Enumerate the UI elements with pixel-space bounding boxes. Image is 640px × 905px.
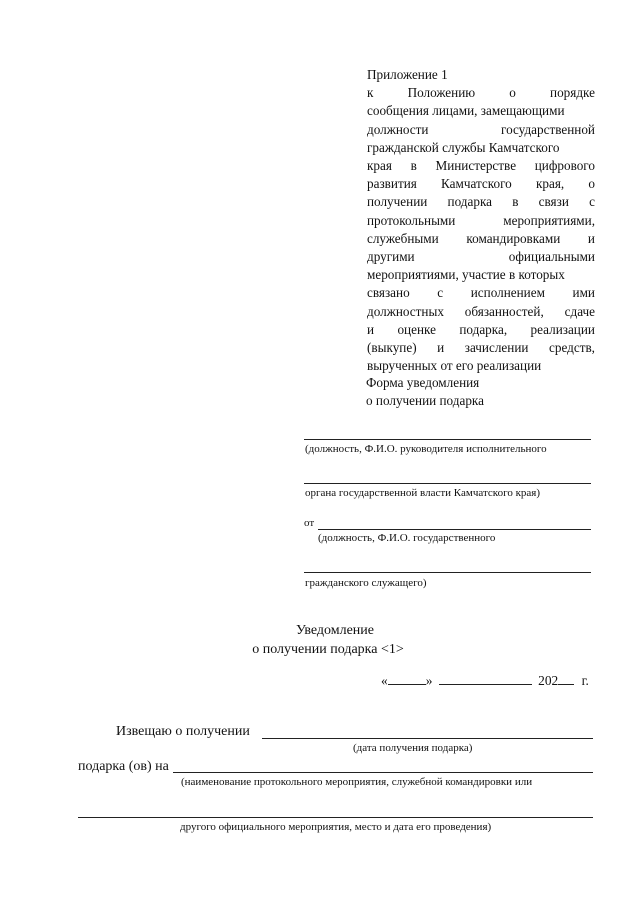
month-blank[interactable] [439,672,532,685]
appendix-line [367,339,595,357]
gift-label: подарка (ов) на [78,759,169,774]
sender-caption-2: гражданского служащего) [305,577,427,589]
appendix-word: Камчатского [441,176,512,192]
from-label: от [304,517,315,529]
event-caption-2: другого официального мероприятия, место и дата его проведения) [180,821,492,833]
appendix-word: и [587,230,595,246]
appendix-word: цифрового [534,158,595,174]
date-open-quote: « [381,673,388,688]
appendix-line [367,121,595,139]
appendix-word: с [437,285,444,301]
notice-title [0,621,640,659]
appendix-word: подарка, [459,321,508,337]
appendix-word: порядке [550,85,595,101]
event-field-2[interactable] [78,817,593,818]
notice-subtitle: о получении подарка <1> [252,642,404,657]
appendix-word: зачислении [464,340,529,356]
sender-caption-1: (должность, Ф.И.О. государственного [318,532,496,544]
appendix-word: исполнением [470,285,545,301]
form-title-line1: Форма уведомления [366,375,480,390]
appendix-word: связано [367,285,410,301]
receipt-date-field[interactable] [262,738,593,739]
inform-label: Извещаю о получении [116,724,250,739]
appendix-word: (выкупе) [367,340,417,356]
appendix-word: получении [367,194,428,210]
appendix-line: сообщения лицами, замещающими [367,103,565,119]
appendix-block [367,66,595,375]
appendix-word: связи [538,194,569,210]
appendix-word: оценке [397,321,436,337]
appendix-word: ими [572,285,595,301]
appendix-line: мероприятиями, участие в которых [367,267,565,283]
receipt-date-caption: (дата получения подарка) [353,742,473,754]
appendix-line [367,175,595,193]
appendix-word: о [509,85,516,101]
appendix-word: с [589,194,595,210]
appendix-word: Министерстве [435,158,517,174]
year-suffix: г. [581,673,589,688]
appendix-word: командировками [466,230,561,246]
sender-line-1[interactable] [318,529,591,530]
event-caption-1: (наименование протокольного мероприятия, служебной командировки или [181,776,533,788]
appendix-word: другими [367,249,415,265]
appendix-word: средств, [549,340,595,356]
appendix-word: официальными [508,249,595,265]
date-line [381,672,589,689]
addressee-caption-1: (должность, Ф.И.О. руководителя исполнительного [305,443,547,455]
appendix-line [367,248,595,266]
appendix-word: должностных [367,303,444,319]
appendix-line [367,321,595,339]
appendix-word: реализации [530,321,595,337]
addressee-line-1[interactable] [304,439,591,440]
appendix-line: вырученных от его реализации [367,358,542,374]
form-title-line2: о получении подарка [366,393,484,408]
appendix-line [367,193,595,211]
appendix-word: и [367,321,375,337]
appendix-word: протокольными [367,212,456,228]
appendix-word: подарка [447,194,493,210]
addressee-caption-2: органа государственной власти Камчатского края) [305,487,541,499]
appendix-line [367,84,595,102]
appendix-line: Приложение 1 [367,67,448,82]
appendix-line [367,230,595,248]
day-blank[interactable] [388,672,426,685]
appendix-line [367,284,595,302]
appendix-word: о [588,176,595,192]
appendix-line: гражданской службы Камчатского [367,139,560,155]
appendix-word: и [437,340,445,356]
appendix-line [367,212,595,230]
year-prefix: 202 [538,673,559,688]
appendix-word: государственной [501,121,595,137]
appendix-word: в [512,194,519,210]
appendix-word: служебными [367,230,439,246]
form-title [366,374,484,410]
year-blank[interactable] [558,672,574,685]
sender-line-2[interactable] [304,572,591,573]
appendix-word: Положению [407,85,476,101]
event-field[interactable] [173,772,593,773]
appendix-word: мероприятиями, [503,212,595,228]
appendix-word: обязанностей, [464,303,544,319]
appendix-word: края [367,158,392,174]
appendix-word: края, [535,176,565,192]
appendix-word: в [410,158,417,174]
appendix-word: к [367,85,374,101]
appendix-word: должности [367,121,429,137]
appendix-word: сдаче [564,303,595,319]
appendix-line [367,303,595,321]
notice-title-line: Уведомление [295,623,374,638]
appendix-word: развития [367,176,417,192]
appendix-line [367,157,595,175]
date-close-quote: » [425,673,433,688]
addressee-line-2[interactable] [304,483,591,484]
